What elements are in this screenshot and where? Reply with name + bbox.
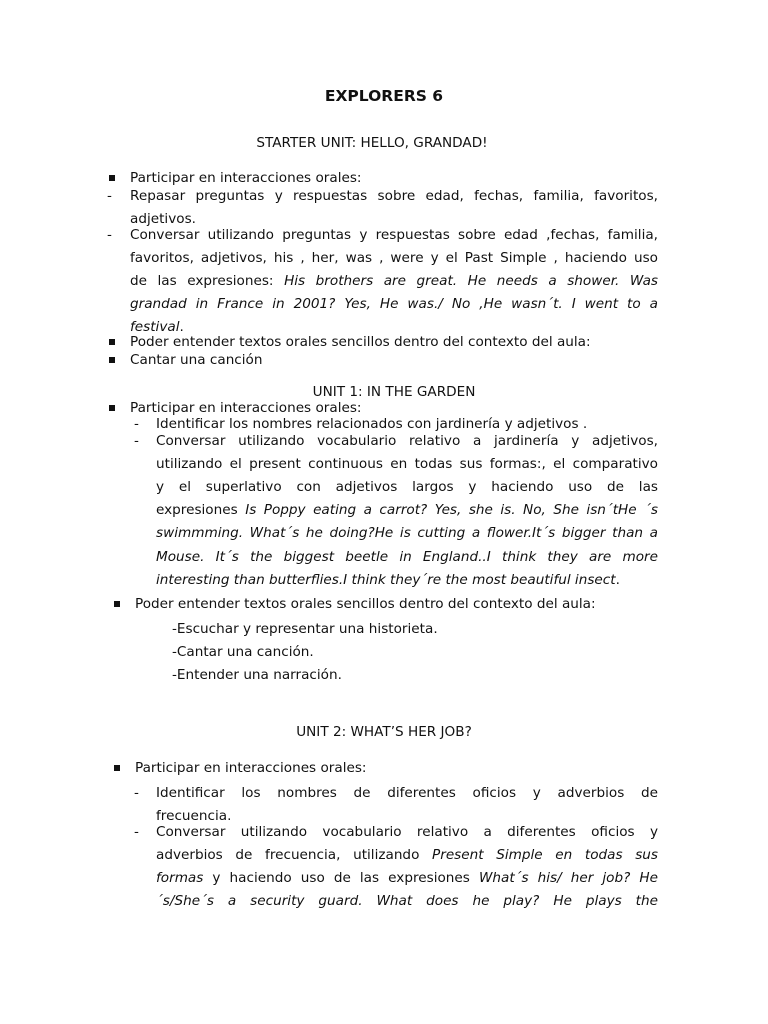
unit-1-dash-2-line-4-italic: Is Poppy eating a carrot? Yes, she is. No, She isn´tHe ´s xyxy=(245,502,658,518)
starter-dash-2-line-5-italic: festival xyxy=(130,319,180,335)
unit-2-dash-1-line-2: frecuencia. xyxy=(156,808,232,824)
unit-1-sub-item-1: -Escuchar y representar una historieta. xyxy=(172,621,438,637)
unit-2-dash-2-line-2 xyxy=(156,846,658,864)
dash-bullet-icon: - xyxy=(107,227,112,243)
unit-1-sub-item-3: -Entender una narración. xyxy=(172,667,342,683)
unit-2-dash-2-line-2-text: adverbios de frecuencia, utilizando xyxy=(156,847,433,863)
unit-1-bullet-2: Poder entender textos orales sencillos dentro del contexto del aula: xyxy=(135,596,596,612)
unit-1-dash-2-line-6: Mouse. It´s the biggest beetle in England..I think they are more xyxy=(156,549,658,565)
unit-1-dash-2-line-4-text: expresiones xyxy=(156,502,246,518)
starter-dash-2-line-3 xyxy=(130,272,658,290)
unit-1-dash-2-line-3: y el superlativo con adjetivos largos y haciendo uso de las xyxy=(156,479,658,495)
square-bullet-icon xyxy=(114,765,120,771)
unit-2-dash-2-line-2-italic: Present Simple en todas sus xyxy=(432,847,658,863)
unit-2-dash-2-line-3-italic-a: formas xyxy=(156,870,204,886)
unit-1-dash-2-line-4 xyxy=(156,501,658,519)
unit-1-heading: UNIT 1: IN THE GARDEN xyxy=(312,384,476,400)
starter-dash-2-line-2: favoritos, adjetivos, his , her, was , were y el Past Simple , haciendo uso xyxy=(130,250,658,266)
starter-dash-1-line-1: Repasar preguntas y respuestas sobre edad, fechas, familia, favoritos, xyxy=(130,188,658,204)
unit-2-dash-2-line-3-italic-b: What´s his/ her job? He xyxy=(478,870,658,886)
starter-bullet-1: Participar en interacciones orales: xyxy=(130,170,362,186)
dash-bullet-icon: - xyxy=(134,416,139,432)
starter-dash-2-line-3-text: de las expresiones: xyxy=(130,273,285,289)
square-bullet-icon xyxy=(114,601,120,607)
unit-1-dash-1: Identificar los nombres relacionados con jardinería y adjetivos . xyxy=(156,416,588,432)
unit-2-dash-2-line-3-text: y haciendo uso de las expresiones xyxy=(203,870,479,886)
unit-1-dash-2-line-5: swimmming. What´s he doing?He is cutting a flower.It´s bigger than a xyxy=(156,525,658,541)
unit-2-dash-2-line-4: ´s/She´s a security guard. What does he play? He plays the xyxy=(156,893,658,909)
square-bullet-icon xyxy=(109,357,115,363)
unit-1-sub-item-2: -Cantar una canción. xyxy=(172,644,314,660)
unit-1-bullet-1: Participar en interacciones orales: xyxy=(130,400,362,416)
starter-dash-1-line-2: adjetivos. xyxy=(130,211,196,227)
unit-2-dash-2-line-3 xyxy=(156,869,658,887)
unit-1-dash-2-line-7-text: interesting than butterflies.I think they´re the most beautiful insect xyxy=(156,572,616,588)
starter-dash-2-line-5-period: . xyxy=(179,319,184,335)
unit-1-dash-2-line-2: utilizando el present continuous en todas sus formas:, el comparativo xyxy=(156,456,658,472)
starter-dash-2-line-4: grandad in France in 2001? Yes, He was./ No ,He wasn´t. I went to a xyxy=(130,296,658,312)
dash-bullet-icon: - xyxy=(134,824,139,840)
document-title: EXPLORERS 6 xyxy=(324,87,444,105)
unit-1-dash-2-line-7 xyxy=(156,571,620,589)
square-bullet-icon xyxy=(109,405,115,411)
dash-bullet-icon: - xyxy=(134,433,139,449)
square-bullet-icon xyxy=(109,175,115,181)
square-bullet-icon xyxy=(109,339,115,345)
unit-1-dash-2-line-7-period: . xyxy=(615,572,620,588)
unit-2-dash-2-line-1: Conversar utilizando vocabulario relativo a diferentes oficios y xyxy=(156,824,658,840)
dash-bullet-icon: - xyxy=(134,785,139,801)
starter-dash-2-line-1: Conversar utilizando preguntas y respuestas sobre edad ,fechas, familia, xyxy=(130,227,658,243)
starter-dash-2-line-3-italic: His brothers are great. He needs a shower. Was xyxy=(284,273,659,289)
unit-2-dash-1-line-1: Identificar los nombres de diferentes oficios y adverbios de xyxy=(156,785,658,801)
dash-bullet-icon: - xyxy=(107,188,112,204)
unit-2-bullet-1: Participar en interacciones orales: xyxy=(135,760,367,776)
starter-bullet-2: Poder entender textos orales sencillos dentro del contexto del aula: xyxy=(130,334,591,350)
starter-unit-heading: STARTER UNIT: HELLO, GRANDAD! xyxy=(256,135,488,151)
starter-bullet-3: Cantar una canción xyxy=(130,352,263,368)
unit-2-heading: UNIT 2: WHAT’S HER JOB? xyxy=(296,724,472,740)
unit-1-dash-2-line-1: Conversar utilizando vocabulario relativo a jardinería y adjetivos, xyxy=(156,433,658,449)
